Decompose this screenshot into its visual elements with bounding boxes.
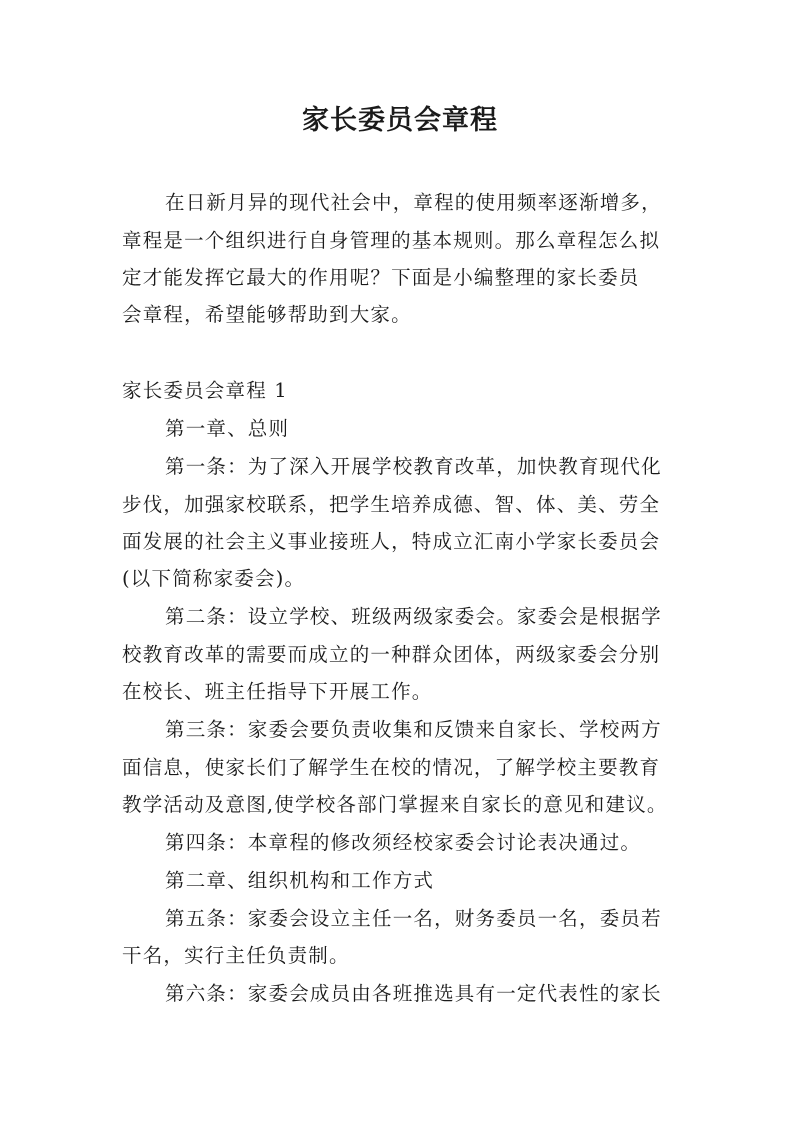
intro-line-2: 章程是一个组织进行自身管理的基本规则。那么章程怎么拟 xyxy=(122,229,661,252)
article-3-line-3: 教学活动及意图,使学校各部门掌握来自家长的意见和建议。 xyxy=(122,793,668,816)
article-4-line-1: 第四条：本章程的修改须经校家委会讨论表决通过。 xyxy=(165,831,642,854)
article-2-line-3: 在校长、班主任指导下开展工作。 xyxy=(122,680,433,703)
article-3-line-1: 第三条：家委会要负责收集和反馈来自家长、学校两方 xyxy=(165,718,662,741)
intro-line-4: 会章程，希望能够帮助到大家。 xyxy=(122,303,412,326)
article-1-line-4: (以下简称家委会)。 xyxy=(122,567,306,590)
chapter-heading-2: 第二章、组织机构和工作方式 xyxy=(165,869,435,892)
article-5-line-2: 干名，实行主任负责制。 xyxy=(122,944,350,967)
intro-line-3: 定才能发挥它最大的作用呢？下面是小编整理的家长委员 xyxy=(122,266,640,289)
chapter-heading-1: 第一章、总则 xyxy=(165,417,290,440)
article-5-line-1: 第五条：家委会设立主任一名，财务委员一名，委员若 xyxy=(165,907,662,930)
article-1-line-3: 面发展的社会主义事业接班人，特成立汇南小学家长委员会 xyxy=(122,530,661,553)
intro-line-1: 在日新月异的现代社会中，章程的使用频率逐渐增多， xyxy=(165,191,662,214)
article-2-line-1: 第二条：设立学校、班级两级家委会。家委会是根据学 xyxy=(165,605,662,628)
article-1-line-1: 第一条：为了深入开展学校教育改革，加快教育现代化 xyxy=(165,455,662,478)
document-title: 家长委员会章程 xyxy=(302,105,498,136)
article-6-line-1: 第六条：家委会成员由各班推选具有一定代表性的家长 xyxy=(165,982,662,1005)
article-2-line-2: 校教育改革的需要而成立的一种群众团体，两级家委会分别 xyxy=(122,643,661,666)
section-heading: 家长委员会章程 1 xyxy=(122,379,288,402)
article-1-line-2: 步伐，加强家校联系，把学生培养成德、智、体、美、劳全 xyxy=(122,493,661,516)
article-3-line-2: 面信息，使家长们了解学生在校的情况，了解学校主要教育 xyxy=(122,756,661,779)
